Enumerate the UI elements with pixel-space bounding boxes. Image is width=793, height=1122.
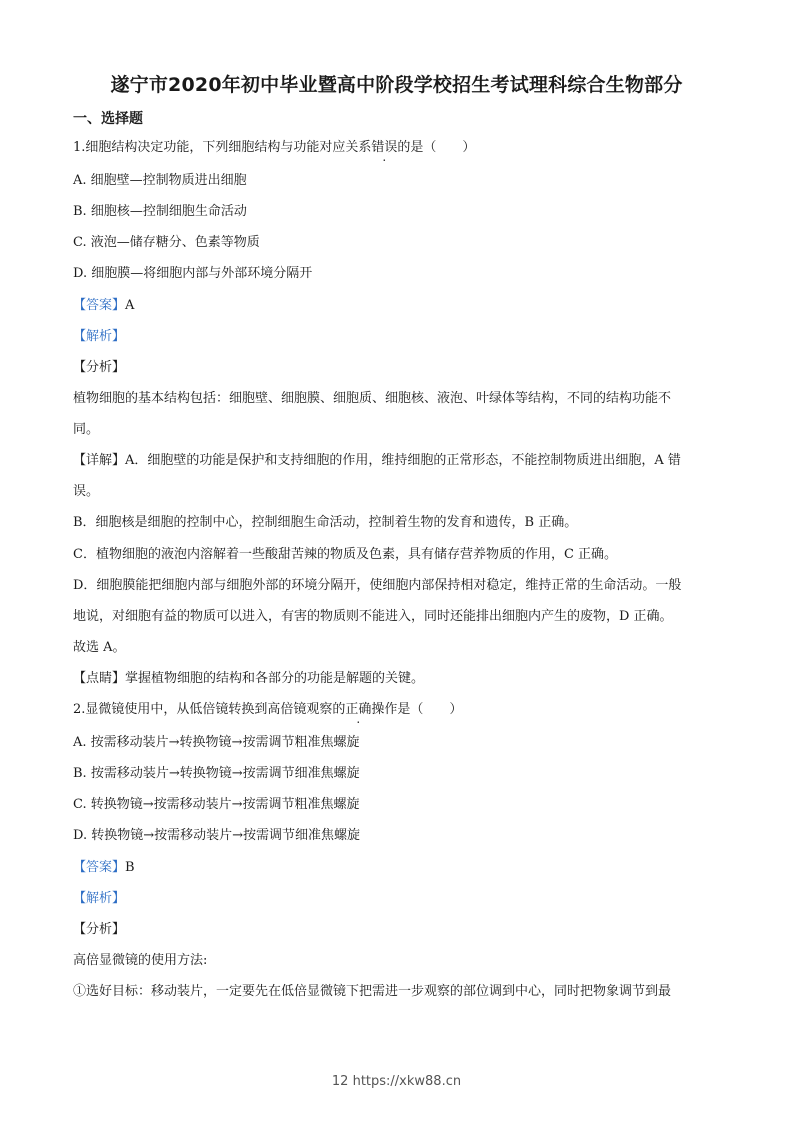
question-1-jiexi-tag: 【解析】 — [73, 329, 126, 344]
question-2-step-1: ①选好目标：移动装片，一定要先在低倍显微镜下把需进一步观察的部位调到中心，同时把物象调节到最 — [73, 984, 672, 999]
question-1-dianjing: 【点睛】掌握植物细胞的结构和各部分的功能是解题的关键。 — [73, 671, 425, 686]
question-1-option-b: B. 细胞核—控制细胞生命活动 — [73, 204, 247, 219]
question-2-stem-part-b: 操作是（ ） — [371, 702, 463, 717]
question-1-detail-d-line-1: D．细胞膜能把细胞内部与细胞外部的环境分隔开，使细胞内部保持相对稳定，维持正常的生命活动。一般 — [73, 578, 682, 593]
question-2-option-d: D. 转换物镜→按需移动装片→按需调节细准焦螺旋 — [73, 828, 361, 843]
answer-tag: 【答案】 — [73, 860, 126, 875]
question-2-option-b: B. 按需移动装片→转换物镜→按需调节细准焦螺旋 — [73, 766, 360, 781]
question-1-detail-a — [73, 453, 681, 469]
question-1-stem-emphasis: 错误 — [371, 140, 398, 155]
answer-value: A — [125, 298, 135, 313]
question-1-detail-d-line-2: 地说，对细胞有益的物质可以进入，有害的物质则不能进入，同时还能排出细胞内产生的废物，D 正确。 — [73, 609, 673, 624]
question-1-answer — [73, 298, 134, 314]
question-1-stem — [73, 140, 475, 156]
question-2-option-a: A. 按需移动装片→转换物镜→按需调节粗准焦螺旋 — [73, 735, 360, 750]
question-1-stem-part-b: 的是（ ） — [397, 140, 476, 155]
answer-value: B — [125, 860, 135, 875]
question-2-answer — [73, 860, 135, 876]
question-1-fenxi-line-2: 同。 — [73, 422, 100, 437]
question-2-stem-emphasis: 正确 — [345, 702, 372, 717]
question-2-fenxi-tag: 【分析】 — [73, 922, 126, 937]
question-1-conclusion: 故选 A。 — [73, 640, 126, 655]
question-1-option-a: A. 细胞壁—控制物质进出细胞 — [73, 173, 247, 188]
question-1-detail-b: B．细胞核是细胞的控制中心，控制细胞生命活动，控制着生物的发育和遗传，B 正确。 — [73, 515, 578, 530]
question-2-stem-part-a: 2.显微镜使用中，从低倍镜转换到高倍镜观察的 — [73, 702, 346, 717]
question-1-stem-part-a: 1.细胞结构决定功能，下列细胞结构与功能对应关系 — [73, 140, 372, 155]
question-1-option-c: C. 液泡—储存糖分、色素等物质 — [73, 235, 260, 250]
page-footer: 12 https://xkw88.cn — [331, 1074, 462, 1089]
section-heading: 一、选择题 — [73, 111, 143, 127]
question-2-method-heading: 高倍显微镜的使用方法: — [73, 953, 208, 968]
question-1-fenxi-tag: 【分析】 — [73, 360, 126, 375]
question-1-detail-c: C．植物细胞的液泡内溶解着一些酸甜苦辣的物质及色素，具有储存营养物质的作用，C 正确。 — [73, 547, 618, 562]
detail-a-text: A．细胞壁的功能是保护和支持细胞的作用，维持细胞的正常形态，不能控制物质进出细胞，A 错 — [125, 453, 681, 468]
question-1-fenxi-line-1: 植物细胞的基本结构包括：细胞壁、细胞膜、细胞质、细胞核、液泡、叶绿体等结构，不同的结构功能不 — [73, 391, 672, 406]
question-2-stem — [73, 702, 462, 718]
question-1-option-d: D. 细胞膜—将细胞内部与外部环境分隔开 — [73, 266, 313, 281]
page-title: 遂宁市2020年初中毕业暨高中阶段学校招生考试理科综合生物部分 — [110, 74, 683, 96]
question-2-jiexi-tag: 【解析】 — [73, 891, 126, 906]
question-2-option-c: C. 转换物镜→按需移动装片→按需调节粗准焦螺旋 — [73, 797, 360, 812]
answer-tag: 【答案】 — [73, 298, 126, 313]
question-1-detail-a-cont: 误。 — [73, 484, 100, 499]
detail-tag: 【详解】 — [73, 453, 126, 468]
